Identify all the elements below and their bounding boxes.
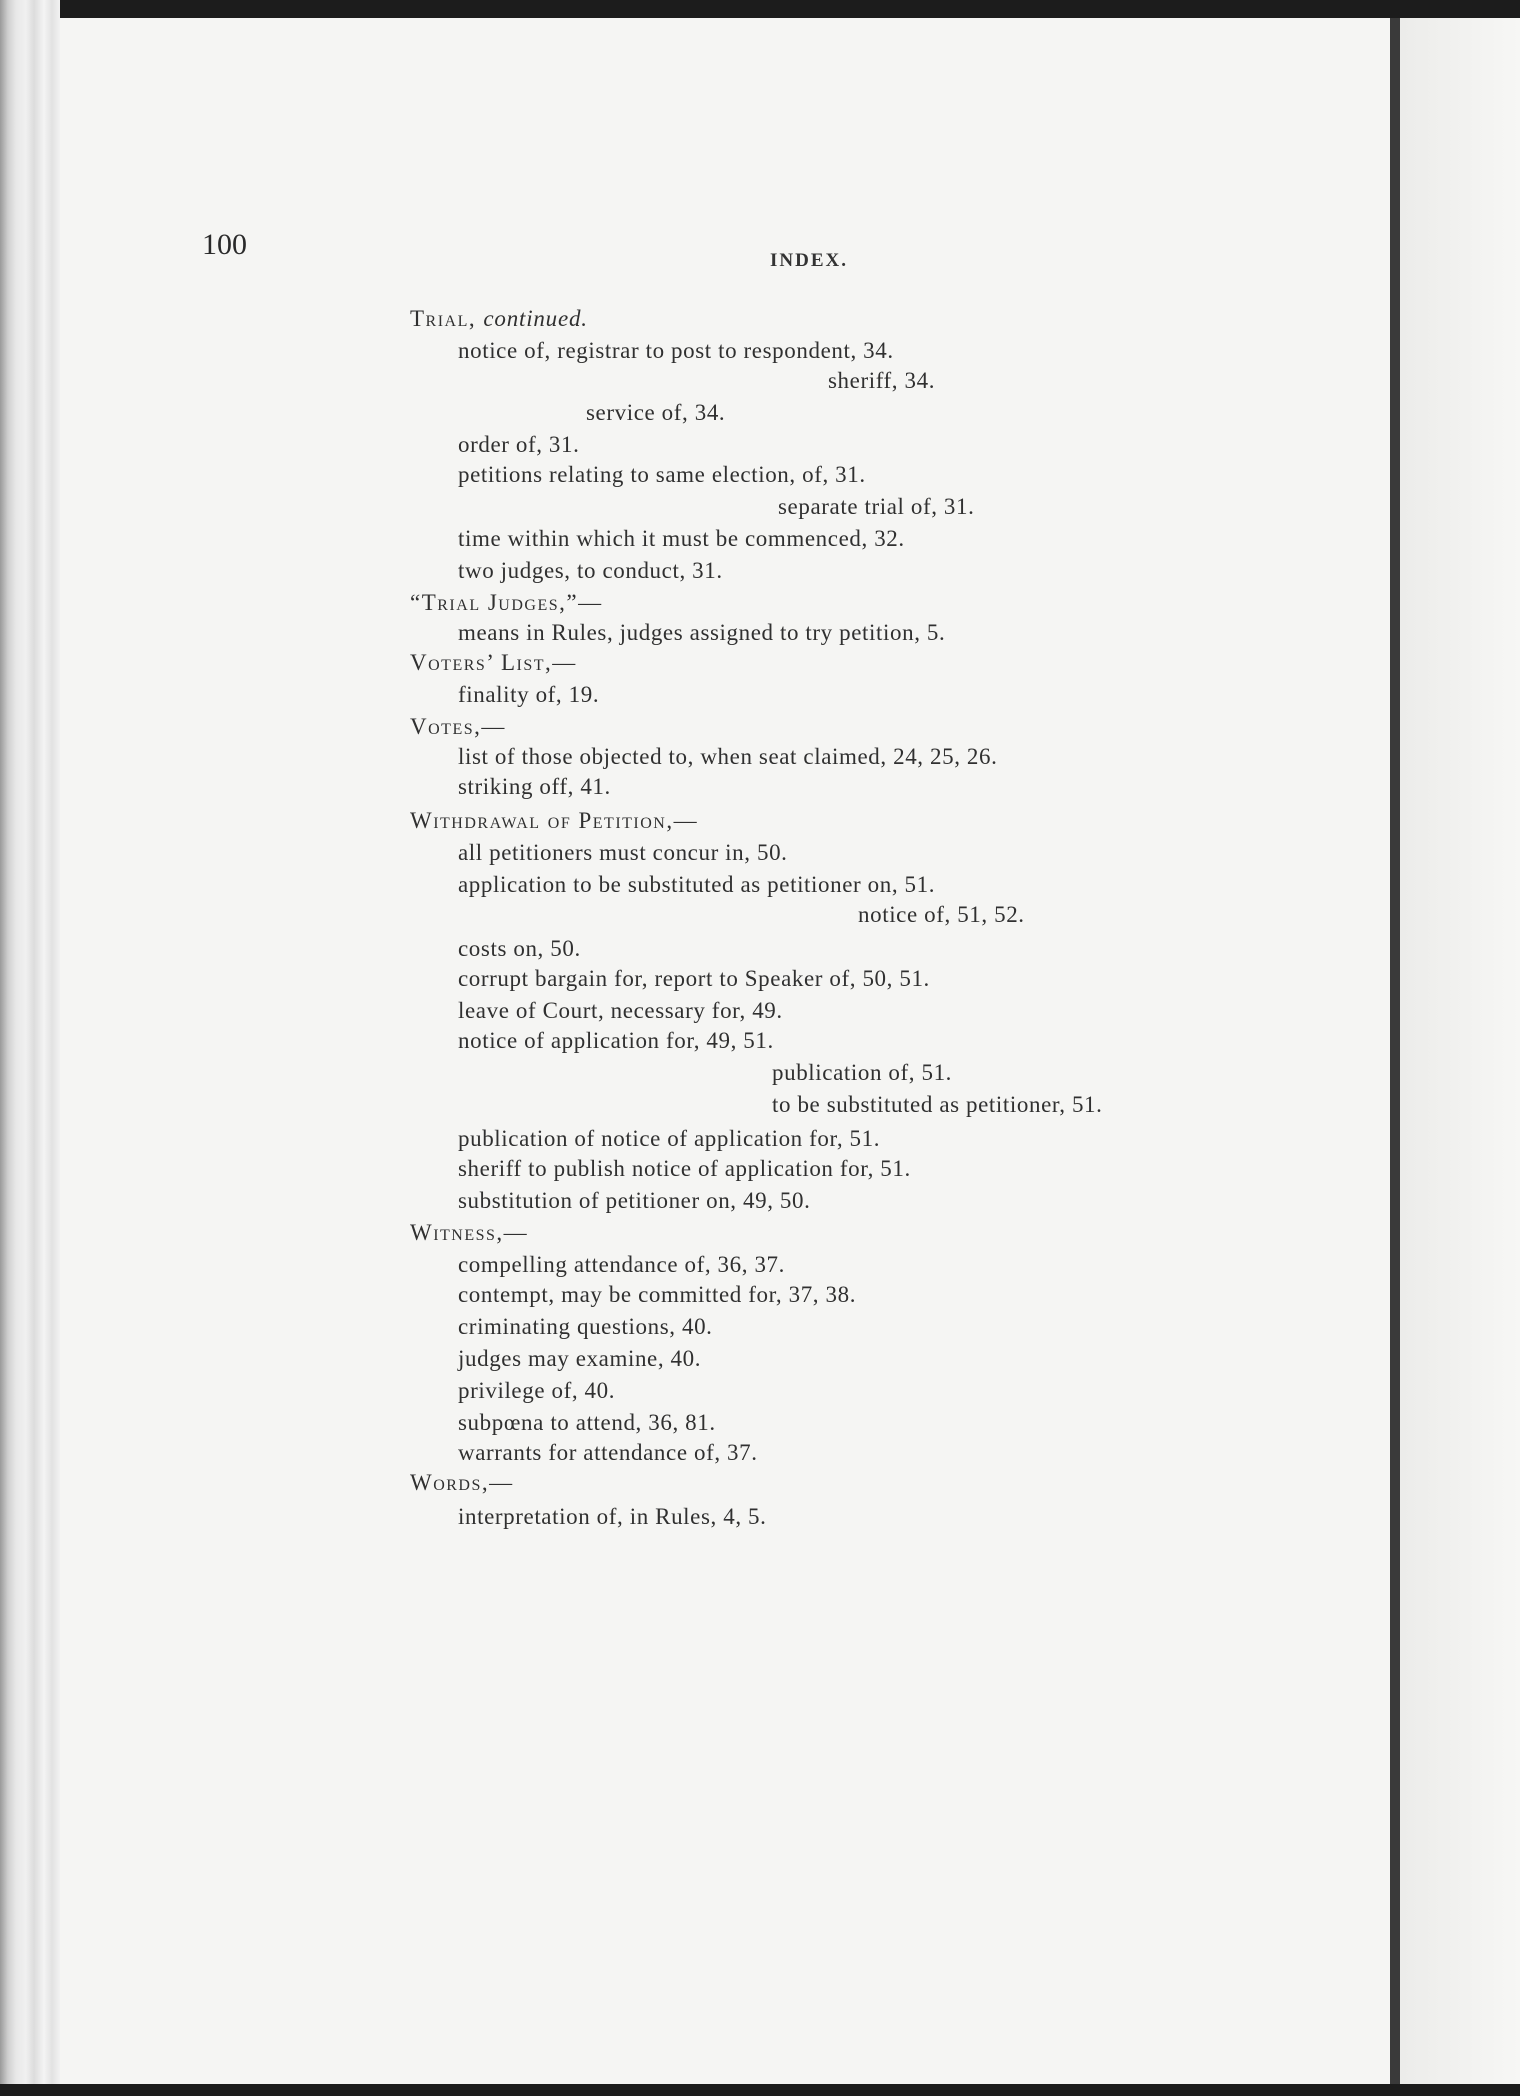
index-subentry: two judges, to conduct, 31. [458, 558, 723, 583]
index-subentry: criminating questions, 40. [458, 1314, 713, 1339]
index-heading-trial-judges: “Trial Judges,”— [410, 590, 603, 615]
index-subentry: corrupt bargain for, report to Speaker of, 50, 51. [458, 966, 930, 991]
index-subentry: notice of, registrar to post to respondent, 34. [458, 338, 894, 363]
index-subentry: publication of notice of application for, 51. [458, 1126, 881, 1151]
index-subentry: service of, 34. [586, 400, 726, 425]
index-subentry: separate trial of, 31. [778, 494, 975, 519]
book-gutter [1390, 18, 1400, 2096]
index-subentry: interpretation of, in Rules, 4, 5. [458, 1504, 767, 1529]
scan-top-edge [0, 0, 1520, 18]
index-subentry: order of, 31. [458, 432, 580, 457]
index-subentry: means in Rules, judges assigned to try petition, 5. [458, 620, 946, 645]
facing-page-edge [1400, 18, 1520, 2090]
index-heading-voters-list: Voters’ List,— [410, 650, 577, 675]
index-subentry: notice of application for, 49, 51. [458, 1028, 774, 1053]
index-subentry: publication of, 51. [772, 1060, 953, 1085]
index-subentry: time within which it must be commenced, 32. [458, 526, 905, 551]
index-subentry: warrants for attendance of, 37. [458, 1440, 758, 1465]
index-subentry: substitution of petitioner on, 49, 50. [458, 1188, 811, 1213]
book-page [60, 18, 1390, 2096]
index-subentry: list of those objected to, when seat claimed, 24, 25, 26. [458, 744, 998, 769]
index-heading-votes: Votes,— [410, 714, 506, 739]
index-subentry: petitions relating to same election, of, 31. [458, 462, 866, 487]
index-subentry: striking off, 41. [458, 774, 611, 799]
index-subentry: sheriff to publish notice of application for, 51. [458, 1156, 911, 1181]
index-subentry: notice of, 51, 52. [858, 902, 1025, 927]
index-heading-witness: Witness,— [410, 1220, 529, 1245]
index-subentry: judges may examine, 40. [458, 1346, 702, 1371]
index-subentry: all petitioners must concur in, 50. [458, 840, 788, 865]
index-subentry: contempt, may be committed for, 37, 38. [458, 1282, 857, 1307]
running-head: INDEX. [770, 250, 848, 271]
book-page-edges [0, 0, 60, 2096]
index-heading-withdrawal-of-petition: Withdrawal of Petition,— [410, 808, 699, 833]
scan-bottom-edge [0, 2084, 1520, 2096]
index-heading-words: Words,— [410, 1470, 514, 1495]
page-number: 100 [202, 228, 247, 261]
index-subentry: sheriff, 34. [828, 368, 936, 393]
index-subentry: application to be substituted as petitioner on, 51. [458, 872, 936, 897]
index-subentry: subpœna to attend, 36, 81. [458, 1410, 716, 1435]
continued-label: continued. [483, 306, 588, 331]
index-subentry: compelling attendance of, 36, 37. [458, 1252, 786, 1277]
index-subentry: privilege of, 40. [458, 1378, 616, 1403]
index-heading-trial: Trial, continued. [410, 306, 588, 331]
index-subentry: to be substituted as petitioner, 51. [772, 1092, 1103, 1117]
index-subentry: leave of Court, necessary for, 49. [458, 998, 783, 1023]
index-subentry: costs on, 50. [458, 936, 581, 961]
index-subentry: finality of, 19. [458, 682, 600, 707]
